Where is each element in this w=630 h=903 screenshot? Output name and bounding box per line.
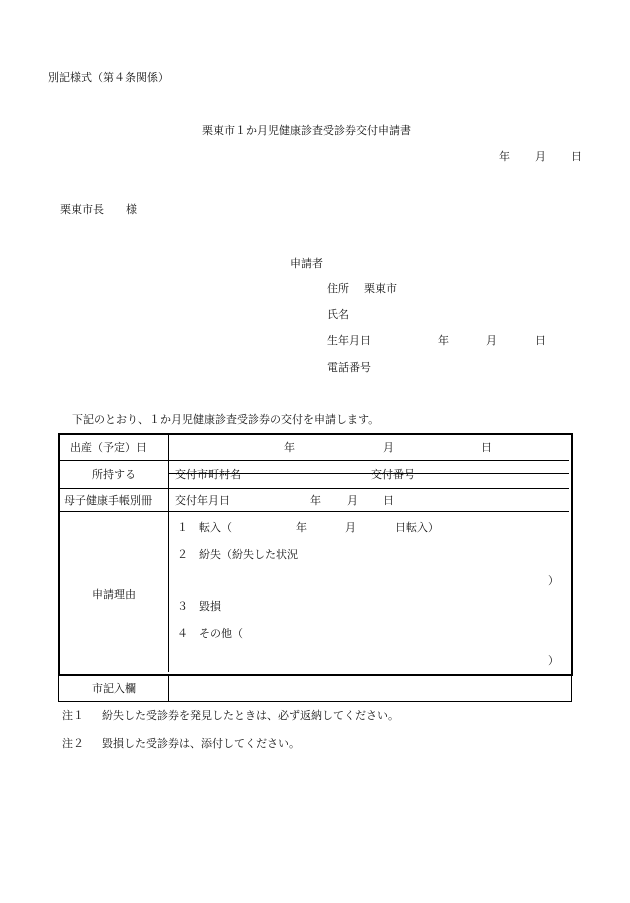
note-1-label: 注１	[62, 709, 84, 722]
reason-1-year: 年	[296, 521, 307, 534]
addressee: 栗東市長 様	[60, 203, 137, 216]
birth-date-year: 年	[284, 441, 295, 454]
office-use-label: 市記入欄	[92, 682, 136, 695]
birthdate-month: 月	[486, 334, 497, 347]
reason-1-text: 転入（	[199, 521, 232, 534]
issue-date-month: 月	[347, 494, 358, 507]
reason-3-number: ３	[177, 600, 188, 613]
reason-1-month: 月	[345, 521, 356, 534]
issue-date-label: 交付年月日	[175, 494, 230, 507]
handbook-label-line1: 所持する	[92, 468, 136, 481]
note-1-text: 紛失した受診券を発見したときは、必ず返納してください。	[102, 709, 399, 722]
handbook-label-line2: 母子健康手帳別冊	[64, 494, 152, 507]
reason-label: 申請理由	[92, 588, 136, 601]
reason-4-number: ４	[177, 627, 188, 640]
date-day: 日	[571, 150, 582, 163]
document-title: 栗東市１か月児健康診査受診券交付申請書	[202, 124, 411, 137]
birthdate-day: 日	[535, 334, 546, 347]
column-divider	[168, 674, 169, 701]
intro-text: 下記のとおり、１か月児健康診査受診券の交付を申請します。	[72, 413, 380, 426]
note-2-label: 注２	[62, 737, 84, 750]
birthdate-year: 年	[438, 334, 449, 347]
phone-label: 電話番号	[327, 361, 371, 374]
reason-4-text: その他（	[199, 627, 243, 640]
name-label: 氏名	[327, 308, 349, 321]
issue-number-label: 交付番号	[371, 468, 415, 481]
birth-date-label: 出産（予定）日	[70, 441, 147, 454]
birth-date-month: 月	[383, 441, 394, 454]
issue-date-year: 年	[310, 494, 321, 507]
reason-1-tail: 日転入）	[395, 521, 439, 534]
reason-2-close-paren: ）	[548, 574, 559, 587]
municipality-label: 交付市町村名	[175, 468, 241, 481]
row-divider	[60, 488, 569, 489]
reason-2-text: 紛失（紛失した状況	[199, 548, 298, 561]
reason-4-close-paren: ）	[548, 654, 559, 667]
reason-2-number: ２	[177, 548, 188, 561]
address-value: 栗東市	[364, 282, 397, 295]
date-year: 年	[499, 150, 510, 163]
birthdate-label: 生年月日	[327, 334, 371, 347]
row-divider	[60, 460, 569, 461]
reason-3-text: 毀損	[199, 600, 221, 613]
issue-date-day: 日	[383, 494, 394, 507]
reason-1-number: １	[177, 521, 188, 534]
note-2-text: 毀損した受診券は、添付してください。	[102, 737, 300, 750]
applicant-heading: 申請者	[290, 257, 323, 270]
date-month: 月	[535, 150, 546, 163]
column-divider	[168, 435, 169, 672]
form-label: 別記様式（第４条関係）	[48, 71, 169, 84]
row-divider	[60, 511, 569, 512]
birth-date-day: 日	[481, 441, 492, 454]
address-label: 住所	[327, 282, 349, 295]
